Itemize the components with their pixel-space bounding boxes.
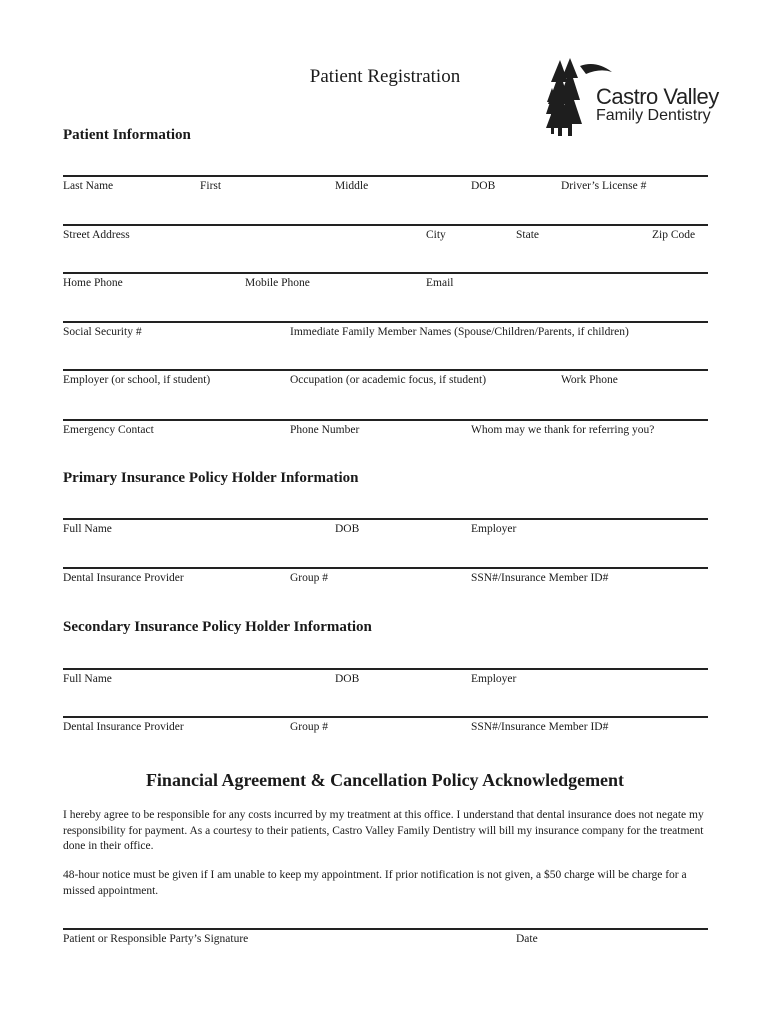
primary-member-id-field[interactable]: SSN#/Insurance Member ID#: [471, 572, 609, 584]
field-line: [63, 518, 708, 520]
emergency-phone-field[interactable]: Phone Number: [290, 424, 360, 436]
field-line: [63, 272, 708, 274]
field-line: [63, 668, 708, 670]
mobile-phone-field[interactable]: Mobile Phone: [245, 277, 310, 289]
signature-field[interactable]: Patient or Responsible Party’s Signature: [63, 933, 249, 945]
state-field[interactable]: State: [516, 229, 539, 241]
field-line: [63, 419, 708, 421]
referral-field[interactable]: Whom may we thank for referring you?: [471, 424, 655, 436]
field-line: [63, 567, 708, 569]
primary-provider-field[interactable]: Dental Insurance Provider: [63, 572, 184, 584]
logo-name: Castro Valley: [596, 84, 719, 109]
field-line: [63, 369, 708, 371]
middle-name-field[interactable]: Middle: [335, 180, 369, 192]
email-field[interactable]: Email: [426, 277, 454, 289]
section-secondary-insurance: Secondary Insurance Policy Holder Information: [63, 619, 372, 635]
signature-line: [63, 928, 708, 930]
cancellation-paragraph: 48-hour notice must be given if I am unable to keep my appointment. If prior notification is not given, a $50 charge will be charge for a missed appointment.: [63, 869, 687, 897]
secondary-full-name-field[interactable]: Full Name: [63, 673, 112, 685]
home-phone-field[interactable]: Home Phone: [63, 277, 123, 289]
occupation-field[interactable]: Occupation (or academic focus, if student): [290, 374, 487, 386]
field-line: [63, 175, 708, 177]
financial-paragraph: I hereby agree to be responsible for any costs incurred by my treatment at this office. I understand that dental insurance does not negate my responsibility for payment. As a courtesy to their patients, Castro Valley Family Dentistry will bill my insurance company for the treatment done in their office.: [63, 809, 704, 852]
secondary-employer-field[interactable]: Employer: [471, 673, 517, 685]
first-name-field[interactable]: First: [200, 180, 222, 192]
emergency-contact-field[interactable]: Emergency Contact: [63, 424, 154, 436]
section-patient-information: Patient Information: [63, 127, 191, 143]
street-address-field[interactable]: Street Address: [63, 229, 130, 241]
field-line: [63, 716, 708, 718]
primary-group-field[interactable]: Group #: [290, 572, 329, 584]
secondary-dob-field[interactable]: DOB: [335, 673, 360, 685]
page-title: Patient Registration: [309, 66, 461, 87]
work-phone-field[interactable]: Work Phone: [561, 374, 618, 386]
secondary-provider-field[interactable]: Dental Insurance Provider: [63, 721, 184, 733]
primary-employer-field[interactable]: Employer: [471, 523, 517, 535]
secondary-group-field[interactable]: Group #: [290, 721, 329, 733]
drivers-license-field[interactable]: Driver’s License #: [561, 180, 647, 192]
primary-dob-field[interactable]: DOB: [335, 523, 360, 535]
financial-agreement-heading: Financial Agreement & Cancellation Policy Acknowledgement: [145, 770, 625, 790]
ssn-field[interactable]: Social Security #: [63, 326, 142, 338]
primary-full-name-field[interactable]: Full Name: [63, 523, 112, 535]
field-line: [63, 321, 708, 323]
dob-field[interactable]: DOB: [471, 180, 496, 192]
secondary-member-id-field[interactable]: SSN#/Insurance Member ID#: [471, 721, 609, 733]
city-field[interactable]: City: [426, 229, 446, 241]
date-field[interactable]: Date: [516, 933, 538, 945]
employer-field[interactable]: Employer (or school, if student): [63, 374, 211, 386]
logo-subtitle: Family Dentistry: [596, 107, 711, 124]
last-name-field[interactable]: Last Name: [63, 180, 114, 192]
field-line: [63, 224, 708, 226]
section-primary-insurance: Primary Insurance Policy Holder Information: [63, 470, 359, 486]
family-members-field[interactable]: Immediate Family Member Names (Spouse/Children/Parents, if children): [290, 326, 629, 338]
zip-code-field[interactable]: Zip Code: [652, 229, 696, 241]
